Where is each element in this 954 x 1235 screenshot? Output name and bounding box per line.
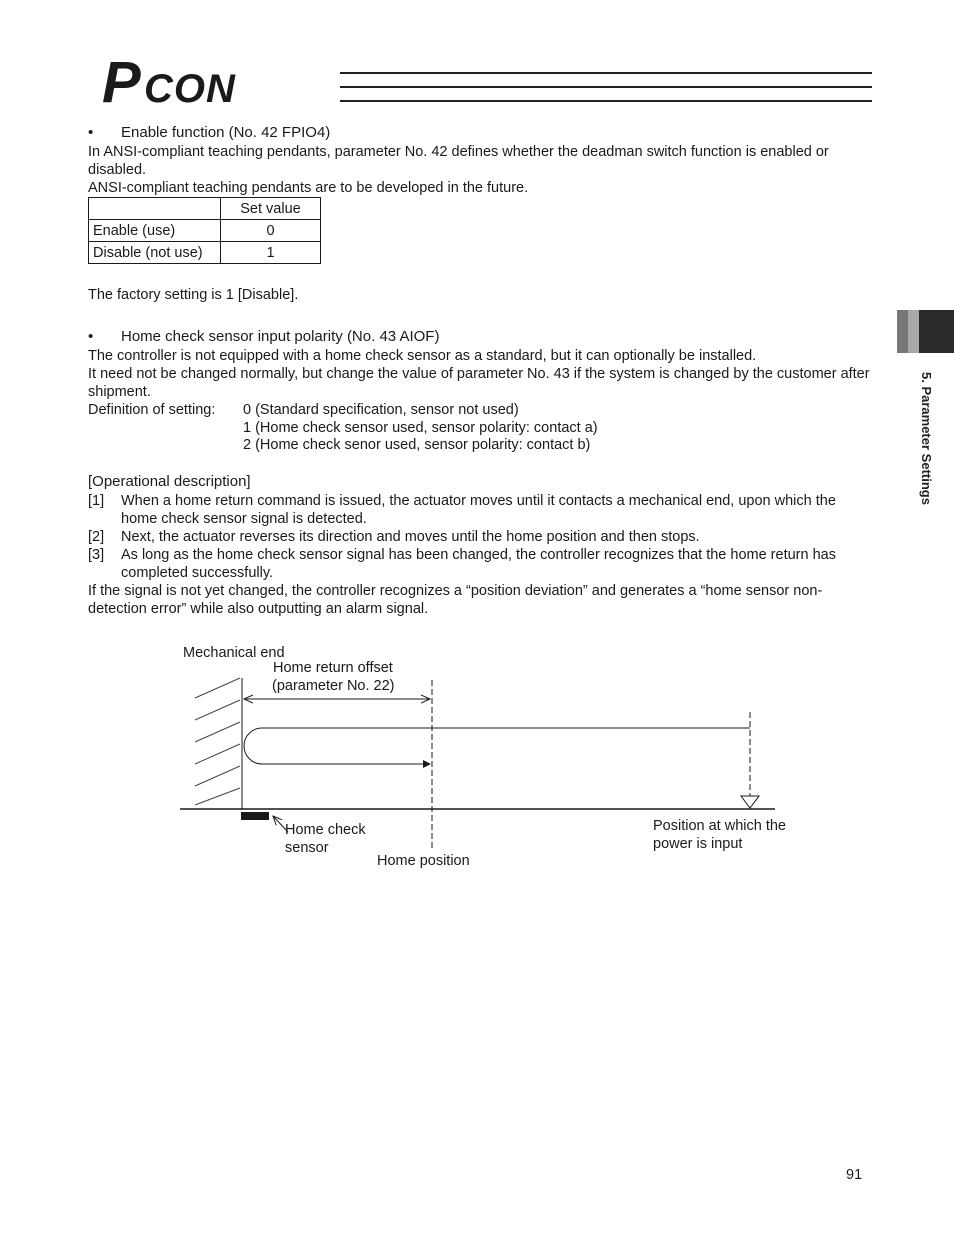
page-number: 91	[846, 1167, 863, 1183]
list-text: As long as the home check sensor signal has been changed, the controller recognizes that the home return has completed successfully.	[121, 547, 836, 581]
label-parameter-no-22: (parameter No. 22)	[272, 678, 395, 694]
definition-0: 0 (Standard specification, sensor not used)	[243, 402, 519, 418]
chapter-tab	[919, 310, 954, 353]
table-row	[89, 242, 321, 264]
paragraph: In ANSI-compliant teaching pendants, parameter No. 42 defines whether the deadman switch function is enabled or disabled.	[88, 144, 829, 178]
operational-heading: [Operational description]	[88, 473, 251, 490]
header-rule-bottom	[340, 100, 872, 102]
list-text: Next, the actuator reverses its direction and moves until the home position and then stops.	[121, 529, 700, 545]
label-sensor: sensor	[285, 840, 329, 856]
table-cell: 1	[221, 242, 321, 264]
label-mechanical-end: Mechanical end	[183, 645, 285, 661]
paragraph: ANSI-compliant teaching pendants are to be developed in the future.	[88, 180, 529, 196]
list-number: [3]	[88, 547, 105, 563]
set-value-table	[88, 197, 321, 264]
list-item	[88, 492, 872, 528]
label-home-check: Home check	[285, 822, 366, 838]
table-header-row	[89, 198, 321, 220]
definition-2: 2 (Home check senor used, sensor polarity: contact b)	[243, 437, 591, 453]
wall-hatching	[195, 678, 240, 805]
list-item	[88, 528, 872, 546]
factory-setting-note: The factory setting is 1 [Disable].	[88, 287, 299, 303]
section-title-home-check-sensor: Home check sensor input polarity (No. 43 AIOF)	[121, 328, 440, 345]
bullet: •	[88, 328, 94, 345]
label-home-position: Home position	[377, 853, 470, 869]
list-item	[88, 546, 872, 582]
home-check-sensor	[241, 812, 269, 820]
table-cell: Disable (not use)	[89, 242, 221, 264]
list-number: [2]	[88, 529, 105, 545]
table-cell: 0	[221, 220, 321, 242]
power-input-marker	[741, 796, 759, 808]
bullet: •	[88, 124, 94, 141]
label-home-return-offset: Home return offset	[273, 660, 393, 676]
label-power-input-1: Position at which the	[653, 818, 786, 834]
list-number: [1]	[88, 493, 105, 509]
list-text: When a home return command is issued, the actuator moves until it contacts a mechanical end, upon which the home check sensor signal is detected.	[121, 493, 836, 527]
svg-text:CON: CON	[144, 67, 236, 108]
table-cell	[89, 198, 221, 220]
table-row	[89, 220, 321, 242]
paragraph: If the signal is not yet changed, the controller recognizes a “position deviation” and generates a “home sensor non-detection error” while also outputting an alarm signal.	[88, 583, 823, 617]
label-power-input-2: power is input	[653, 836, 743, 852]
chapter-label-text: 5. Parameter Settings	[919, 372, 934, 505]
definition-1: 1 (Home check sensor used, sensor polarity: contact a)	[243, 420, 598, 436]
movement-path	[244, 728, 750, 764]
header-rule-mid	[340, 86, 872, 88]
table-header-set-value: Set value	[221, 198, 321, 220]
definition-label: Definition of setting:	[88, 402, 216, 418]
svg-text:P: P	[102, 54, 141, 108]
header-rule-top	[340, 72, 872, 74]
chapter-tab-shade	[897, 310, 919, 353]
section-title-enable-function: Enable function (No. 42 FPIO4)	[121, 124, 331, 141]
chapter-label	[918, 372, 938, 532]
pcon-logo	[100, 54, 345, 108]
paragraph: The controller is not equipped with a home check sensor as a standard, but it can optionally be installed.	[88, 348, 757, 364]
table-cell: Enable (use)	[89, 220, 221, 242]
paragraph: It need not be changed normally, but change the value of parameter No. 43 if the system is changed by the customer after shipment.	[88, 366, 870, 400]
